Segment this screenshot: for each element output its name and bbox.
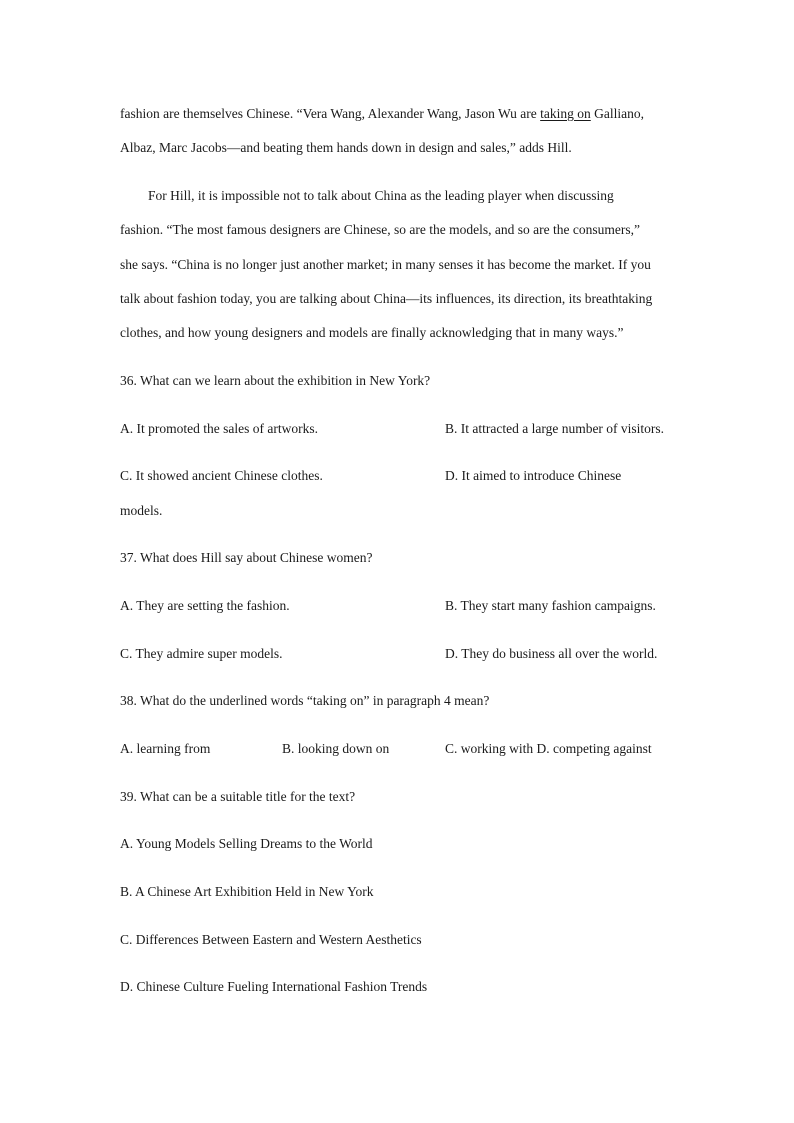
option-a: A. Young Models Selling Dreams to the World: [120, 836, 373, 851]
option-b: B. It attracted a large number of visitors.: [445, 421, 665, 436]
passage-line: she says. “China is no longer just another market; in many senses it has become the market. If you: [120, 257, 651, 272]
option-b: B. looking down on: [282, 741, 390, 756]
passage-line: clothes, and how young designers and models are finally acknowledging that in many ways.”: [120, 325, 624, 340]
option-b: B. They start many fashion campaigns.: [445, 598, 656, 613]
option-a: A. It promoted the sales of artworks.: [120, 421, 318, 436]
option-c: C. It showed ancient Chinese clothes.: [120, 468, 323, 483]
option-c-d: C. working with D. competing against: [445, 741, 652, 756]
option-a: A. learning from: [120, 741, 211, 756]
option-d: D. They do business all over the world.: [445, 646, 658, 661]
passage-text: fashion are themselves Chinese. “Vera Wang, Alexander Wang, Jason Wu are: [120, 106, 541, 121]
option-d: D. It aimed to introduce Chinese: [445, 468, 622, 483]
option-d: D. Chinese Culture Fueling International Fashion Trends: [120, 979, 428, 994]
passage-line: talk about fashion today, you are talking about China—its influences, its direction, its breathtaking: [120, 291, 653, 306]
option-c: C. They admire super models.: [120, 646, 283, 661]
question-stem: 38. What do the underlined words “taking on” in paragraph 4 mean?: [120, 693, 490, 708]
question-stem: 36. What can we learn about the exhibition in New York?: [120, 373, 431, 388]
question-stem: 37. What does Hill say about Chinese women?: [120, 550, 373, 565]
question-stem: 39. What can be a suitable title for the text?: [120, 789, 356, 804]
passage-text: Galliano,: [590, 106, 645, 121]
option-c: C. Differences Between Eastern and Western Aesthetics: [120, 932, 422, 947]
passage-line: [120, 107, 644, 121]
underlined-phrase: taking on: [540, 106, 591, 121]
option-d-continued: models.: [120, 503, 163, 518]
option-a: A. They are setting the fashion.: [120, 598, 290, 613]
passage-line: Albaz, Marc Jacobs—and beating them hands down in design and sales,” adds Hill.: [120, 140, 572, 155]
passage-line: For Hill, it is impossible not to talk about China as the leading player when discussing: [148, 188, 614, 203]
option-b: B. A Chinese Art Exhibition Held in New York: [120, 884, 374, 899]
passage-line: fashion. “The most famous designers are Chinese, so are the models, and so are the consumers,”: [120, 222, 640, 237]
